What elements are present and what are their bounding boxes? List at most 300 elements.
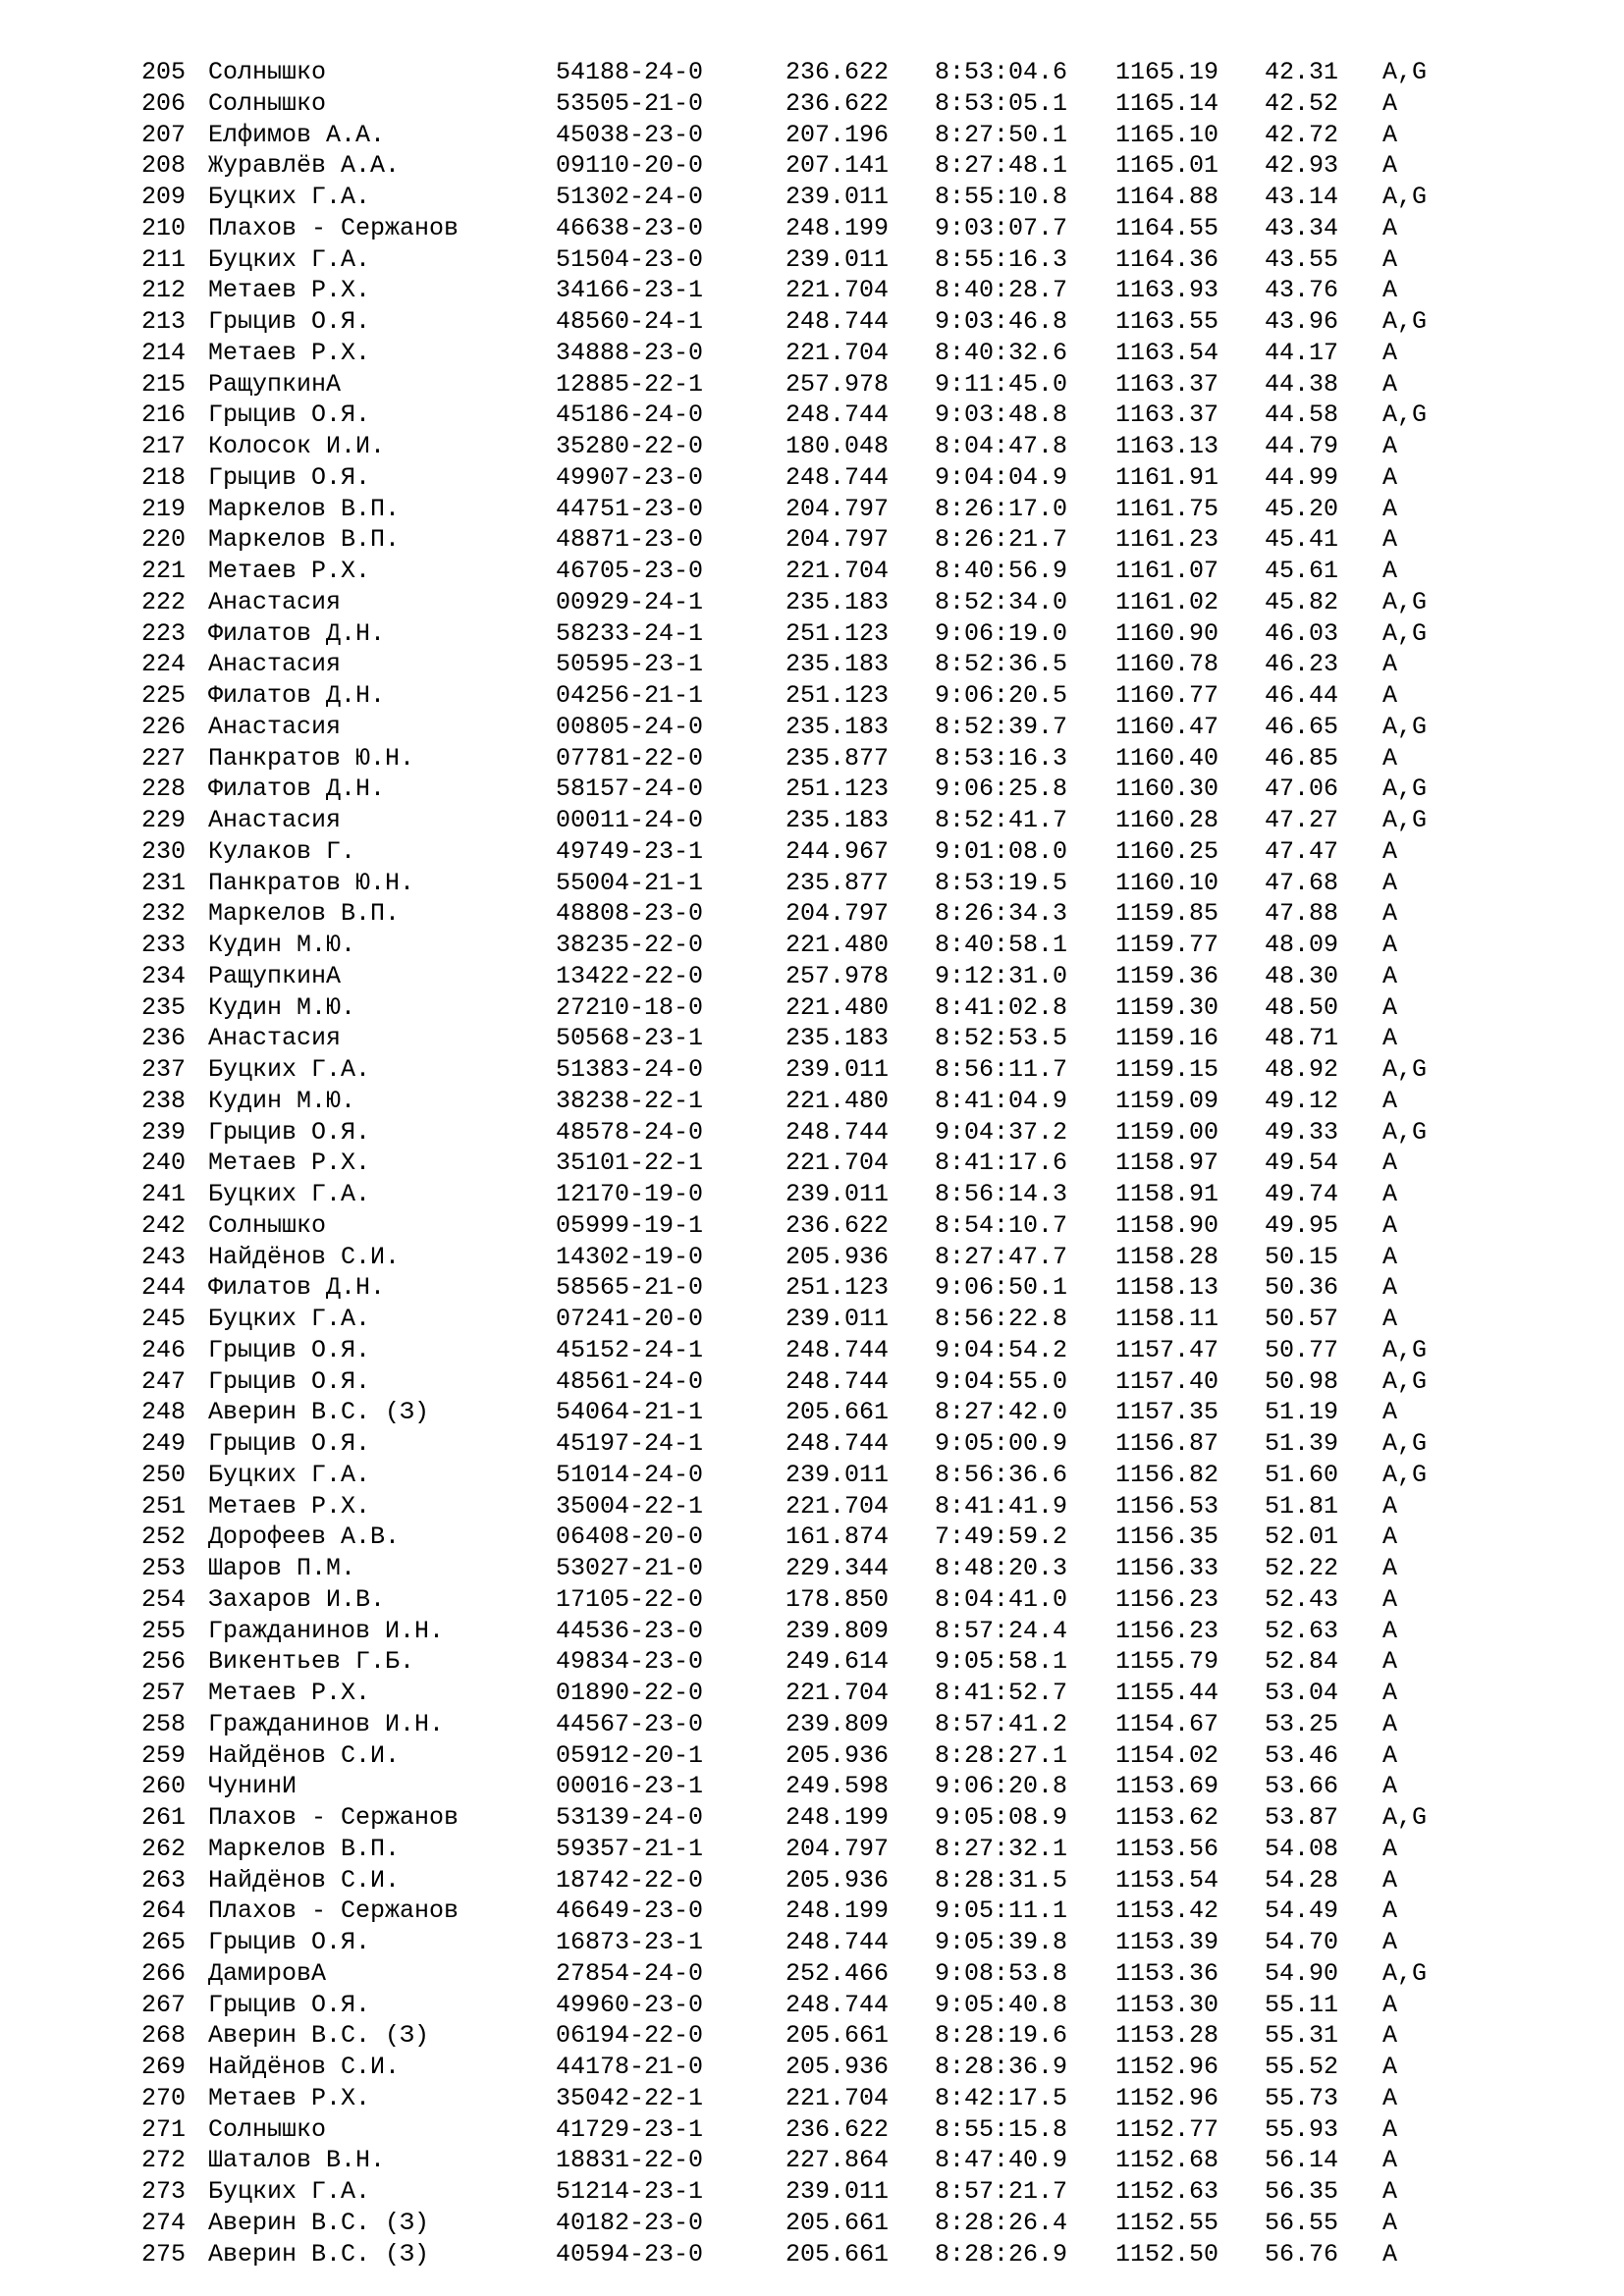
place-cell: 237 (141, 1055, 187, 1084)
arrival-time-cell: 8:40:28.7 (935, 276, 1068, 305)
ring-number-cell: 53139-24-0 (556, 1803, 704, 1832)
ring-number-cell: 48808-23-0 (556, 899, 704, 929)
place-cell: 225 (141, 681, 187, 710)
place-cell: 269 (141, 2053, 187, 2081)
speed-cell: 1158.11 (1115, 1305, 1219, 1333)
flags-cell: A (1382, 1491, 1398, 1521)
ring-number-cell: 35101-22-1 (556, 1148, 704, 1178)
table-row (141, 275, 1461, 306)
speed-cell: 1159.16 (1115, 1024, 1219, 1053)
distance-cell: 204.797 (785, 899, 890, 929)
arrival-time-cell: 8:41:17.6 (935, 1148, 1068, 1178)
flags-cell: A (1382, 338, 1398, 367)
distance-cell: 205.936 (785, 1740, 890, 1770)
arrival-time-cell: 8:55:15.8 (935, 2114, 1068, 2144)
distance-cell: 205.661 (785, 2208, 890, 2237)
speed-cell: 1161.02 (1115, 587, 1219, 616)
coefficient-cell: 55.11 (1265, 1990, 1339, 2019)
coefficient-cell: 52.22 (1265, 1554, 1339, 1582)
distance-cell: 221.704 (785, 557, 890, 585)
flags-cell: A,G (1382, 1958, 1428, 1988)
table-row (141, 1304, 1461, 1335)
speed-cell: 1152.96 (1115, 2083, 1219, 2112)
coefficient-cell: 44.99 (1265, 462, 1339, 492)
arrival-time-cell: 8:28:36.9 (935, 2053, 1068, 2081)
fancier-name-cell: Кудин М.Ю. (208, 931, 356, 959)
flags-cell: A (1382, 557, 1398, 585)
arrival-time-cell: 8:53:16.3 (935, 743, 1068, 773)
flags-cell: A (1382, 1180, 1398, 1208)
flags-cell: A,G (1382, 1055, 1428, 1084)
fancier-name-cell: Метаев Р.Х. (208, 1148, 371, 1178)
coefficient-cell: 53.87 (1265, 1803, 1339, 1832)
fancier-name-cell: Маркелов В.П. (208, 899, 401, 929)
flags-cell: A (1382, 1709, 1398, 1738)
arrival-time-cell: 8:27:32.1 (935, 1834, 1068, 1863)
place-cell: 214 (141, 338, 187, 367)
place-cell: 272 (141, 2146, 187, 2175)
speed-cell: 1163.37 (1115, 400, 1219, 430)
distance-cell: 239.809 (785, 1616, 890, 1645)
coefficient-cell: 48.50 (1265, 992, 1339, 1022)
flags-cell: A (1382, 213, 1398, 242)
arrival-time-cell: 9:12:31.0 (935, 961, 1068, 990)
table-row (141, 898, 1461, 930)
table-row (141, 1802, 1461, 1834)
place-cell: 219 (141, 494, 187, 523)
coefficient-cell: 52.63 (1265, 1616, 1339, 1645)
coefficient-cell: 47.47 (1265, 836, 1339, 866)
ring-number-cell: 51504-23-0 (556, 244, 704, 274)
flags-cell: A (1382, 2146, 1398, 2175)
fancier-name-cell: Филатов Д.Н. (208, 618, 386, 648)
coefficient-cell: 49.12 (1265, 1086, 1339, 1115)
flags-cell: A (1382, 1647, 1398, 1677)
ring-number-cell: 14302-19-0 (556, 1242, 704, 1271)
distance-cell: 249.614 (785, 1647, 890, 1677)
coefficient-cell: 56.14 (1265, 2146, 1339, 2175)
fancier-name-cell: Грыцив О.Я. (208, 1990, 371, 2019)
arrival-time-cell: 8:28:19.6 (935, 2021, 1068, 2051)
distance-cell: 207.141 (785, 151, 890, 181)
ring-number-cell: 00929-24-1 (556, 587, 704, 616)
speed-cell: 1159.00 (1115, 1117, 1219, 1147)
fancier-name-cell: Солнышко (208, 2114, 327, 2144)
arrival-time-cell: 8:26:17.0 (935, 494, 1068, 523)
fancier-name-cell: Колосок И.И. (208, 432, 386, 460)
speed-cell: 1160.78 (1115, 650, 1219, 679)
flags-cell: A (1382, 1522, 1398, 1552)
fancier-name-cell: Метаев Р.Х. (208, 1491, 371, 1521)
ring-number-cell: 54188-24-0 (556, 58, 704, 86)
flags-cell: A (1382, 525, 1398, 555)
arrival-time-cell: 9:05:00.9 (935, 1429, 1068, 1458)
speed-cell: 1156.53 (1115, 1491, 1219, 1521)
distance-cell: 205.936 (785, 1865, 890, 1895)
distance-cell: 248.744 (785, 400, 890, 430)
fancier-name-cell: Метаев Р.Х. (208, 338, 371, 367)
speed-cell: 1153.69 (1115, 1772, 1219, 1801)
coefficient-cell: 55.93 (1265, 2114, 1339, 2144)
ring-number-cell: 34166-23-1 (556, 276, 704, 305)
place-cell: 209 (141, 183, 187, 211)
fancier-name-cell: Панкратов Ю.Н. (208, 868, 415, 897)
ring-number-cell: 54064-21-1 (556, 1398, 704, 1427)
table-row (141, 1678, 1461, 1709)
place-cell: 245 (141, 1305, 187, 1333)
flags-cell: A (1382, 1896, 1398, 1926)
arrival-time-cell: 9:03:46.8 (935, 307, 1068, 336)
ring-number-cell: 44536-23-0 (556, 1616, 704, 1645)
distance-cell: 204.797 (785, 1834, 890, 1863)
fancier-name-cell: Маркелов В.П. (208, 525, 401, 555)
place-cell: 226 (141, 712, 187, 741)
place-cell: 229 (141, 806, 187, 834)
speed-cell: 1158.13 (1115, 1273, 1219, 1303)
arrival-time-cell: 9:04:54.2 (935, 1335, 1068, 1364)
flags-cell: A (1382, 681, 1398, 710)
distance-cell: 205.661 (785, 2021, 890, 2051)
flags-cell: A (1382, 1616, 1398, 1645)
ring-number-cell: 58157-24-0 (556, 774, 704, 804)
fancier-name-cell: Найдёнов С.И. (208, 2053, 401, 2081)
flags-cell: A (1382, 1834, 1398, 1863)
distance-cell: 221.704 (785, 1148, 890, 1178)
flags-cell: A (1382, 836, 1398, 866)
coefficient-cell: 43.55 (1265, 244, 1339, 274)
place-cell: 235 (141, 992, 187, 1022)
coefficient-cell: 53.25 (1265, 1709, 1339, 1738)
coefficient-cell: 50.36 (1265, 1273, 1339, 1303)
fancier-name-cell: Метаев Р.Х. (208, 557, 371, 585)
coefficient-cell: 50.98 (1265, 1366, 1339, 1396)
coefficient-cell: 51.39 (1265, 1429, 1339, 1458)
fancier-name-cell: Солнышко (208, 58, 327, 86)
place-cell: 257 (141, 1679, 187, 1707)
place-cell: 261 (141, 1803, 187, 1832)
ring-number-cell: 51214-23-1 (556, 2177, 704, 2206)
speed-cell: 1158.91 (1115, 1180, 1219, 1208)
coefficient-cell: 56.55 (1265, 2208, 1339, 2237)
arrival-time-cell: 8:42:17.5 (935, 2083, 1068, 2112)
flags-cell: A (1382, 120, 1398, 149)
table-row (141, 1460, 1461, 1491)
distance-cell: 205.936 (785, 1242, 890, 1271)
distance-cell: 204.797 (785, 525, 890, 555)
fancier-name-cell: Буцких Г.А. (208, 1460, 371, 1489)
ring-number-cell: 45152-24-1 (556, 1335, 704, 1364)
arrival-time-cell: 8:28:26.9 (935, 2239, 1068, 2269)
table-row (141, 524, 1461, 556)
speed-cell: 1156.23 (1115, 1584, 1219, 1614)
ring-number-cell: 50568-23-1 (556, 1024, 704, 1053)
coefficient-cell: 42.31 (1265, 58, 1339, 86)
ring-number-cell: 49834-23-0 (556, 1647, 704, 1677)
coefficient-cell: 52.01 (1265, 1522, 1339, 1552)
table-row (141, 2020, 1461, 2052)
distance-cell: 221.480 (785, 992, 890, 1022)
place-cell: 239 (141, 1117, 187, 1147)
flags-cell: A (1382, 1990, 1398, 2019)
coefficient-cell: 54.70 (1265, 1928, 1339, 1956)
table-row (141, 1709, 1461, 1740)
speed-cell: 1159.36 (1115, 961, 1219, 990)
place-cell: 244 (141, 1273, 187, 1303)
ring-number-cell: 12885-22-1 (556, 369, 704, 399)
arrival-time-cell: 9:08:53.8 (935, 1958, 1068, 1988)
ring-number-cell: 06194-22-0 (556, 2021, 704, 2051)
arrival-time-cell: 8:57:41.2 (935, 1709, 1068, 1738)
arrival-time-cell: 8:28:26.4 (935, 2208, 1068, 2237)
distance-cell: 229.344 (785, 1554, 890, 1582)
flags-cell: A (1382, 369, 1398, 399)
flags-cell: A (1382, 276, 1398, 305)
speed-cell: 1163.54 (1115, 338, 1219, 367)
place-cell: 271 (141, 2114, 187, 2144)
distance-cell: 248.744 (785, 1429, 890, 1458)
speed-cell: 1159.85 (1115, 899, 1219, 929)
coefficient-cell: 42.52 (1265, 88, 1339, 118)
fancier-name-cell: Аверин В.С. (З) (208, 1398, 430, 1427)
place-cell: 230 (141, 836, 187, 866)
fancier-name-cell: Гражданинов И.Н. (208, 1616, 445, 1645)
distance-cell: 235.183 (785, 806, 890, 834)
flags-cell: A (1382, 2208, 1398, 2237)
fancier-name-cell: Филатов Д.Н. (208, 1273, 386, 1303)
coefficient-cell: 50.15 (1265, 1242, 1339, 1271)
speed-cell: 1153.62 (1115, 1803, 1219, 1832)
place-cell: 218 (141, 462, 187, 492)
flags-cell: A (1382, 1242, 1398, 1271)
coefficient-cell: 43.76 (1265, 276, 1339, 305)
arrival-time-cell: 8:41:52.7 (935, 1679, 1068, 1707)
speed-cell: 1155.79 (1115, 1647, 1219, 1677)
distance-cell: 257.978 (785, 961, 890, 990)
ring-number-cell: 55004-21-1 (556, 868, 704, 897)
place-cell: 223 (141, 618, 187, 648)
coefficient-cell: 53.46 (1265, 1740, 1339, 1770)
ring-number-cell: 48871-23-0 (556, 525, 704, 555)
coefficient-cell: 54.28 (1265, 1865, 1339, 1895)
ring-number-cell: 41729-23-1 (556, 2114, 704, 2144)
fancier-name-cell: Кулаков Г. (208, 836, 356, 866)
arrival-time-cell: 8:52:34.0 (935, 587, 1068, 616)
coefficient-cell: 52.84 (1265, 1647, 1339, 1677)
arrival-time-cell: 8:26:34.3 (935, 899, 1068, 929)
flags-cell: A (1382, 1148, 1398, 1178)
table-row (141, 462, 1461, 494)
ring-number-cell: 51383-24-0 (556, 1055, 704, 1084)
speed-cell: 1156.82 (1115, 1460, 1219, 1489)
speed-cell: 1152.68 (1115, 2146, 1219, 2175)
arrival-time-cell: 8:53:19.5 (935, 868, 1068, 897)
place-cell: 249 (141, 1429, 187, 1458)
results-table (141, 57, 1461, 2269)
ring-number-cell: 12170-19-0 (556, 1180, 704, 1208)
place-cell: 236 (141, 1024, 187, 1053)
arrival-time-cell: 9:01:08.0 (935, 836, 1068, 866)
speed-cell: 1160.77 (1115, 681, 1219, 710)
speed-cell: 1158.28 (1115, 1242, 1219, 1271)
fancier-name-cell: Журавлёв А.А. (208, 151, 401, 181)
ring-number-cell: 35042-22-1 (556, 2083, 704, 2112)
distance-cell: 205.936 (785, 2053, 890, 2081)
speed-cell: 1161.23 (1115, 525, 1219, 555)
place-cell: 246 (141, 1335, 187, 1364)
table-row (141, 2239, 1461, 2270)
table-row (141, 150, 1461, 182)
speed-cell: 1161.91 (1115, 462, 1219, 492)
flags-cell: A (1382, 432, 1398, 460)
distance-cell: 239.011 (785, 244, 890, 274)
arrival-time-cell: 9:06:25.8 (935, 774, 1068, 804)
arrival-time-cell: 8:56:22.8 (935, 1305, 1068, 1333)
fancier-name-cell: Аверин В.С. (З) (208, 2239, 430, 2269)
place-cell: 265 (141, 1928, 187, 1956)
flags-cell: A (1382, 1928, 1398, 1956)
coefficient-cell: 44.79 (1265, 432, 1339, 460)
arrival-time-cell: 8:40:32.6 (935, 338, 1068, 367)
fancier-name-cell: ДамировА (208, 1958, 327, 1988)
fancier-name-cell: Буцких Г.А. (208, 1055, 371, 1084)
fancier-name-cell: Буцких Г.А. (208, 2177, 371, 2206)
table-row (141, 400, 1461, 431)
ring-number-cell: 16873-23-1 (556, 1928, 704, 1956)
arrival-time-cell: 8:04:47.8 (935, 432, 1068, 460)
ring-number-cell: 48560-24-1 (556, 307, 704, 336)
fancier-name-cell: Елфимов А.А. (208, 120, 386, 149)
coefficient-cell: 53.04 (1265, 1679, 1339, 1707)
flags-cell: A (1382, 743, 1398, 773)
distance-cell: 244.967 (785, 836, 890, 866)
fancier-name-cell: Метаев Р.Х. (208, 2083, 371, 2112)
table-row (141, 1272, 1461, 1304)
ring-number-cell: 44751-23-0 (556, 494, 704, 523)
arrival-time-cell: 8:04:41.0 (935, 1584, 1068, 1614)
place-cell: 208 (141, 151, 187, 181)
ring-number-cell: 00016-23-1 (556, 1772, 704, 1801)
distance-cell: 180.048 (785, 432, 890, 460)
distance-cell: 235.877 (785, 868, 890, 897)
place-cell: 228 (141, 774, 187, 804)
fancier-name-cell: Грыцив О.Я. (208, 1366, 371, 1396)
fancier-name-cell: Грыцив О.Я. (208, 1429, 371, 1458)
ring-number-cell: 59357-21-1 (556, 1834, 704, 1863)
speed-cell: 1161.75 (1115, 494, 1219, 523)
distance-cell: 251.123 (785, 681, 890, 710)
table-row (141, 1054, 1461, 1086)
arrival-time-cell: 9:06:50.1 (935, 1273, 1068, 1303)
flags-cell: A,G (1382, 712, 1428, 741)
flags-cell: A (1382, 1584, 1398, 1614)
table-row (141, 494, 1461, 525)
ring-number-cell: 50595-23-1 (556, 650, 704, 679)
flags-cell: A (1382, 1865, 1398, 1895)
table-row (141, 680, 1461, 712)
fancier-name-cell: Буцких Г.А. (208, 1180, 371, 1208)
coefficient-cell: 46.03 (1265, 618, 1339, 648)
coefficient-cell: 55.52 (1265, 2053, 1339, 2081)
ring-number-cell: 46649-23-0 (556, 1896, 704, 1926)
table-row (141, 1616, 1461, 1647)
table-row (141, 306, 1461, 338)
fancier-name-cell: Плахов - Сержанов (208, 213, 460, 242)
speed-cell: 1164.55 (1115, 213, 1219, 242)
fancier-name-cell: Грыцив О.Я. (208, 462, 371, 492)
arrival-time-cell: 9:05:40.8 (935, 1990, 1068, 2019)
arrival-time-cell: 9:03:07.7 (935, 213, 1068, 242)
flags-cell: A (1382, 899, 1398, 929)
speed-cell: 1164.36 (1115, 244, 1219, 274)
place-cell: 231 (141, 868, 187, 897)
distance-cell: 236.622 (785, 88, 890, 118)
flags-cell: A (1382, 650, 1398, 679)
distance-cell: 248.199 (785, 1896, 890, 1926)
fancier-name-cell: Плахов - Сержанов (208, 1803, 460, 1832)
table-row (141, 1397, 1461, 1428)
speed-cell: 1153.56 (1115, 1834, 1219, 1863)
table-row (141, 1179, 1461, 1210)
arrival-time-cell: 8:52:36.5 (935, 650, 1068, 679)
table-row (141, 1990, 1461, 2021)
fancier-name-cell: Анастасия (208, 712, 342, 741)
ring-number-cell: 49960-23-0 (556, 1990, 704, 2019)
fancier-name-cell: Филатов Д.Н. (208, 774, 386, 804)
distance-cell: 248.744 (785, 1928, 890, 1956)
flags-cell: A,G (1382, 1803, 1428, 1832)
table-row (141, 992, 1461, 1024)
place-cell: 264 (141, 1896, 187, 1926)
table-row (141, 805, 1461, 836)
table-row (141, 1117, 1461, 1148)
fancier-name-cell: Грыцив О.Я. (208, 1928, 371, 1956)
flags-cell: A,G (1382, 307, 1428, 336)
fancier-name-cell: Анастасия (208, 650, 342, 679)
coefficient-cell: 46.44 (1265, 681, 1339, 710)
speed-cell: 1165.19 (1115, 58, 1219, 86)
coefficient-cell: 44.17 (1265, 338, 1339, 367)
table-row (141, 1242, 1461, 1273)
coefficient-cell: 50.77 (1265, 1335, 1339, 1364)
table-row (141, 1927, 1461, 1958)
flags-cell: A (1382, 931, 1398, 959)
place-cell: 247 (141, 1366, 187, 1396)
place-cell: 205 (141, 58, 187, 86)
table-row (141, 1865, 1461, 1896)
ring-number-cell: 51302-24-0 (556, 183, 704, 211)
coefficient-cell: 45.82 (1265, 587, 1339, 616)
speed-cell: 1163.13 (1115, 432, 1219, 460)
coefficient-cell: 51.60 (1265, 1460, 1339, 1489)
distance-cell: 251.123 (785, 774, 890, 804)
ring-number-cell: 17105-22-0 (556, 1584, 704, 1614)
table-row (141, 1366, 1461, 1398)
place-cell: 221 (141, 557, 187, 585)
fancier-name-cell: Найдёнов С.И. (208, 1242, 401, 1271)
arrival-time-cell: 8:27:50.1 (935, 120, 1068, 149)
ring-number-cell: 49749-23-1 (556, 836, 704, 866)
place-cell: 224 (141, 650, 187, 679)
ring-number-cell: 38235-22-0 (556, 931, 704, 959)
speed-cell: 1163.93 (1115, 276, 1219, 305)
place-cell: 232 (141, 899, 187, 929)
arrival-time-cell: 8:26:21.7 (935, 525, 1068, 555)
flags-cell: A (1382, 244, 1398, 274)
place-cell: 275 (141, 2239, 187, 2269)
place-cell: 252 (141, 1522, 187, 1552)
distance-cell: 235.183 (785, 712, 890, 741)
arrival-time-cell: 9:05:58.1 (935, 1647, 1068, 1677)
